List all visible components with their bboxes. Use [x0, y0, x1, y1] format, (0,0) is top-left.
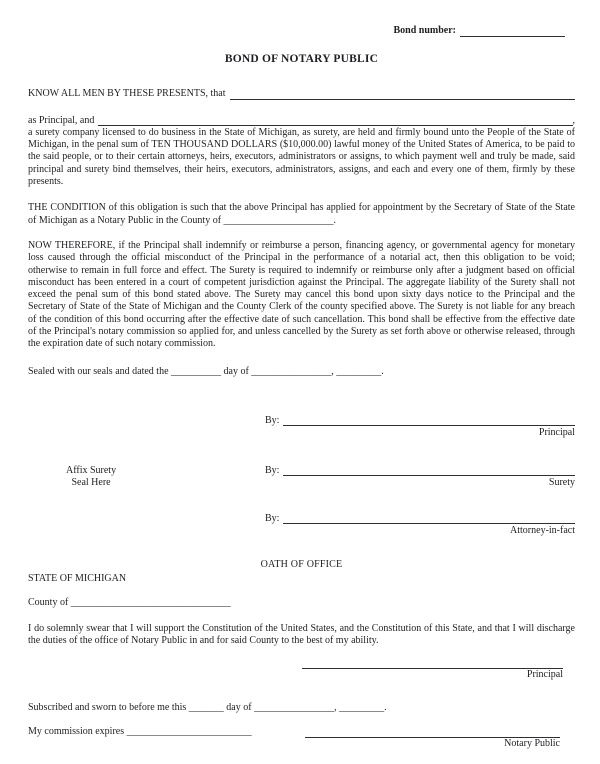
surety-paragraph: a surety company licensed to do business in the State of Michigan, as surety, are held and firmly bound unto the People of the State of Michigan, in the penal sum of TEN THOUSAND DOLLARS ($10,000.00) lawful money of the United States of America, to be paid to the said people, or to their certain attorneys, heirs, executors, administrators or assigns, to which payment well and truly be made, said principal and surety bind themselves, their heirs, executors, administrators, assigns, and each and every one of them, firmly by these presents.	[28, 126, 575, 188]
principal-signature-blank[interactable]	[283, 415, 575, 426]
condition-paragraph: THE CONDITION of this obligation is such that the above Principal has applied for appointment by the Secretary of State of the State of Michigan as a Notary Public in the County of ______________________.	[28, 202, 575, 226]
attorney-signature-label: Attorney-in-fact	[510, 525, 575, 537]
state-of-michigan-line: STATE OF MICHIGAN	[28, 573, 127, 585]
affix-surety-line1: Affix Surety	[66, 464, 117, 476]
surety-signature-label: Surety	[548, 476, 575, 488]
surety-signature-block	[265, 465, 575, 490]
principal-name-blank[interactable]	[230, 89, 575, 100]
by-label: By:	[265, 513, 280, 525]
oath-body-paragraph: I do solemnly swear that I will support the Constitution of the United States, and the Constitution of this State, and that I will discharge the duties of the office of Notary Public in and for said County to the best of my ability.	[28, 622, 575, 646]
bond-number-row	[28, 25, 565, 37]
oath-principal-signature-blank[interactable]	[302, 657, 563, 669]
commission-notary-row	[28, 726, 575, 750]
notary-signature-label: Notary Public	[504, 737, 560, 749]
sealed-dated-line: Sealed with our seals and dated the __________ day of ________________, _________.	[28, 365, 384, 377]
affix-surety-line2: Seal Here	[71, 476, 111, 488]
by-label: By:	[265, 464, 280, 476]
oath-county-line: County of ________________________________	[28, 597, 231, 609]
oath-of-office-heading: OATH OF OFFICE	[260, 558, 343, 570]
page-title: BOND OF NOTARY PUBLIC	[224, 53, 379, 65]
principal-clause-comma: ,	[572, 114, 575, 126]
bond-number-blank[interactable]	[460, 26, 565, 37]
attorney-by-row	[265, 513, 575, 525]
principal-signature-block	[265, 415, 575, 440]
principal-signature-label: Principal	[538, 427, 575, 439]
oath-principal-signature-block	[302, 657, 563, 681]
surety-signature-row	[28, 465, 575, 490]
surety-name-blank[interactable]	[98, 115, 572, 126]
by-label: By:	[265, 414, 280, 426]
attorney-signature-blank[interactable]	[283, 513, 575, 524]
subscribed-sworn-line: Subscribed and sworn to before me this _______ day of ________________, _________.	[28, 701, 387, 713]
notary-signature-block	[305, 726, 560, 750]
now-therefore-paragraph: NOW THEREFORE, if the Principal shall indemnify or reimburse a person, financing agency, or governmental agency for monetary loss caused through the official misconduct of the Principal in the performance of a notarial act, then this obligation to be void; otherwise to remain in full force and effect. The Surety is required to indemnify or reimburse only after a judgment based on official misconduct has been entered in a court of competent jurisdiction against the Principal. The aggregate liability of the Surety shall not exceed the penal sum of this bond stated above. The Surety may cancel this bond upon sixty days notice to the Principal and the Secretary of State of the State of Michigan and the County Clerk of the county specified above. The Surety is not liable for any breach of the condition of this bond occurring after the effective date of such cancellation. This bond shall be effective from the effective date of the Principal's notary commission so applied for, and unless cancelled by the Surety as set forth above or otherwise released, through the expiration date of such notary commission.	[28, 239, 575, 350]
oath-principal-signature-label: Principal	[526, 669, 563, 681]
surety-by-row	[265, 465, 575, 477]
principal-clause-row	[28, 115, 575, 127]
know-clause-row	[28, 88, 575, 100]
bond-number-label: Bond number:	[393, 24, 456, 36]
notary-signature-blank[interactable]	[305, 726, 560, 738]
commission-expires-line: My commission expires _________________________	[28, 725, 252, 737]
principal-clause-text: as Principal, and	[28, 114, 95, 126]
surety-signature-blank[interactable]	[283, 465, 575, 476]
affix-surety-seal-note	[66, 465, 116, 490]
principal-by-row	[265, 415, 575, 427]
attorney-signature-block	[265, 513, 575, 538]
know-clause-text: KNOW ALL MEN BY THESE PRESENTS, that	[28, 88, 226, 100]
